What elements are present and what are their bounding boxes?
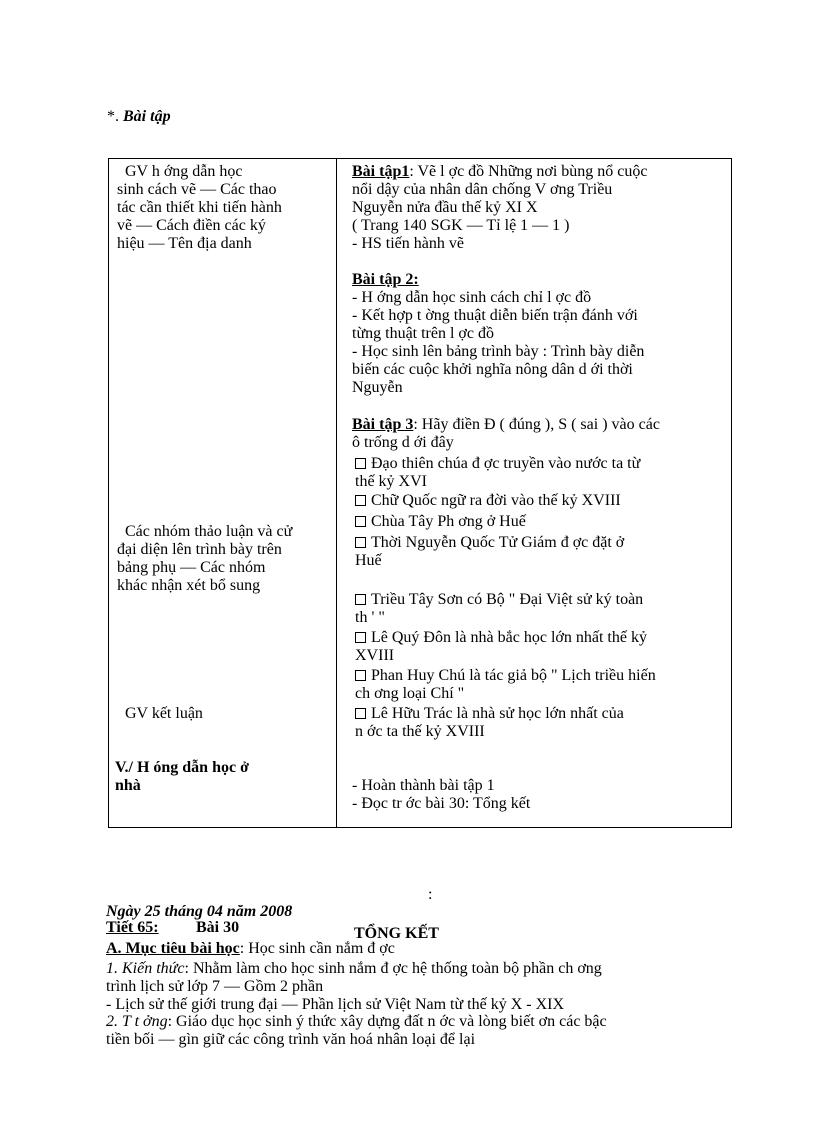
- item-text: thế kỷ XVI: [355, 473, 427, 490]
- right-line: Nguyễn: [352, 379, 403, 396]
- knowledge-line-2: trình lịch sử lớp 7 — Gồm 2 phần: [106, 978, 324, 995]
- right-line: từng thuật trên l ợc đồ: [352, 325, 494, 342]
- item-text: Triều Tây Sơn có Bộ " Đại Việt sử ký toàn: [371, 591, 644, 608]
- checkbox-icon[interactable]: [355, 495, 366, 506]
- left-line: hiệu — Tên địa danh: [117, 235, 252, 252]
- left-line: bảng phụ — Các nhóm: [117, 559, 266, 576]
- left-line: đại diện lên trình bày trên: [117, 541, 282, 558]
- ex3-item-4: [355, 534, 624, 570]
- left-line: GV h ớng dẫn học: [125, 163, 243, 180]
- checkbox-icon[interactable]: [355, 708, 366, 719]
- lesson-title: TỔNG KẾT: [354, 925, 439, 942]
- item-text: Phan Huy Chú là tác giả bộ " Lịch triều hiến: [371, 667, 656, 684]
- checkbox-icon[interactable]: [355, 594, 366, 605]
- knowledge-text: : Nhằm làm cho học sinh nắm đ ợc hệ thống toàn bộ phần ch ơng: [184, 960, 602, 977]
- knowledge-line: [106, 960, 602, 978]
- checkbox-icon[interactable]: [355, 670, 366, 681]
- right-line: : Hãy điền Đ ( đúng ), S ( sai ) vào các: [413, 416, 660, 433]
- checkbox-icon[interactable]: [355, 458, 366, 469]
- item-text: Lê Quý Đôn là nhà bắc học lớn nhất thế kỷ: [371, 629, 647, 646]
- right-line: : Vẽ l ợc đồ Những nơi bùng nổ cuộc: [409, 163, 648, 180]
- item-text: Chùa Tây Ph ơng ở Huế: [371, 513, 526, 530]
- left-line: Các nhóm thảo luận và cử: [125, 523, 293, 540]
- left-block-conclusion: [125, 705, 203, 723]
- exercise-3: [352, 416, 660, 452]
- exercise-3-title: Bài tập 3: [352, 416, 414, 433]
- left-line: sinh cách vẽ — Các thao: [117, 181, 277, 198]
- ex3-item-5: [355, 591, 643, 627]
- left-line: nhà: [115, 777, 141, 794]
- right-line: biến các cuộc khởi nghĩa nông dân d ới thời: [352, 361, 633, 378]
- left-line: V./ H óng dẫn học ở: [115, 759, 249, 776]
- homework-list: [352, 777, 530, 813]
- right-line: - Kết hợp t ờng thuật diễn biến trận đánh với: [352, 307, 638, 324]
- ex3-item-1: [355, 455, 640, 491]
- date-line: Ngày 25 tháng 04 năm 2008: [106, 903, 293, 920]
- right-line: ô trống d ới đây: [352, 434, 454, 451]
- left-line: GV kết luận: [125, 705, 203, 722]
- left-block-teacher-guide: [117, 163, 282, 253]
- item-text: Chữ Quốc ngữ ra đời vào thế kỷ XVIII: [371, 492, 621, 509]
- item-text: Thời Nguyễn Quốc Tử Giám đ ợc đặt ở: [371, 534, 625, 551]
- thought-line: [106, 1013, 607, 1031]
- exercise-1: [352, 163, 648, 253]
- right-line: - H ớng dẫn học sinh cách chỉ l ợc đồ: [352, 289, 592, 306]
- homework-item: - Đọc tr ớc bài 30: Tổng kết: [352, 795, 531, 812]
- lesson-number: Tiết 65:: [106, 919, 159, 936]
- section-heading: [107, 108, 171, 126]
- left-line: khác nhận xét bổ sung: [117, 577, 261, 594]
- item-text: Lê Hữu Trác là nhà sử học lớn nhất của: [371, 705, 624, 722]
- right-line: ( Trang 140 SGK — Tỉ lệ 1 — 1 ): [352, 217, 570, 234]
- right-line: - Học sinh lên bảng trình bày : Trình bày diễn: [352, 343, 645, 360]
- left-line: tác cần thiết khi tiến hành: [117, 199, 282, 216]
- knowledge-label: 1. Kiến thức: [106, 960, 185, 977]
- ex3-item-3: [355, 513, 526, 531]
- exercise-1-title: Bài tập1: [352, 163, 410, 180]
- item-text: ch ơng loại Chí ": [355, 685, 465, 702]
- colon-mark: :: [428, 886, 433, 903]
- left-block-group-discussion: [117, 523, 292, 595]
- table-column-divider: [336, 158, 337, 828]
- thought-line-2: tiền bối — gìn giữ các công trình văn hoá nhân loại để lại: [106, 1031, 476, 1048]
- heading-prefix: *.: [107, 108, 119, 125]
- right-line: Nguyễn nửa đầu thế kỷ XI X: [352, 199, 538, 216]
- exercise-2: [352, 271, 644, 397]
- objectives-heading: A. Mục tiêu bài học: [106, 940, 240, 957]
- ex3-item-6: [355, 629, 647, 665]
- right-line: - HS tiến hành vẽ: [352, 235, 464, 252]
- ex3-item-2: [355, 492, 621, 510]
- item-text: Huế: [355, 552, 382, 569]
- checkbox-icon[interactable]: [355, 516, 366, 527]
- thought-text: : Giáo dục học sinh ý thức xây dựng đất n ớc và lòng biết ơn các bậc: [167, 1013, 607, 1030]
- left-block-homework-heading: [115, 759, 249, 795]
- exercise-2-title: Bài tập 2:: [352, 271, 419, 288]
- item-text: n ớc ta thế kỷ XVIII: [355, 723, 485, 740]
- objectives-heading-rest: : Học sinh cần nắm đ ợc: [239, 940, 395, 957]
- item-text: Đạo thiên chúa đ ợc truyền vào nước ta từ: [371, 455, 641, 472]
- lesson-bai: Bài 30: [196, 919, 240, 936]
- item-text: th ' ": [355, 609, 385, 626]
- thought-label: 2. T t ởng: [106, 1013, 168, 1030]
- ex3-item-8: [355, 705, 624, 741]
- right-line: nổi dậy của nhân dân chống V ơng Triều: [352, 181, 613, 198]
- checkbox-icon[interactable]: [355, 537, 366, 548]
- checkbox-icon[interactable]: [355, 632, 366, 643]
- ex3-item-7: [355, 667, 656, 703]
- item-text: XVIII: [355, 647, 395, 664]
- heading-label: Bài tập: [123, 108, 171, 125]
- knowledge-line-3: - Lịch sử thế giới trung đại — Phần lịch sử Việt Nam từ thế kỷ X - XIX: [106, 996, 565, 1013]
- objectives-heading-line: [106, 940, 395, 958]
- homework-item: - Hoàn thành bài tập 1: [352, 777, 495, 794]
- left-line: vẽ — Cách điền các ký: [117, 217, 266, 234]
